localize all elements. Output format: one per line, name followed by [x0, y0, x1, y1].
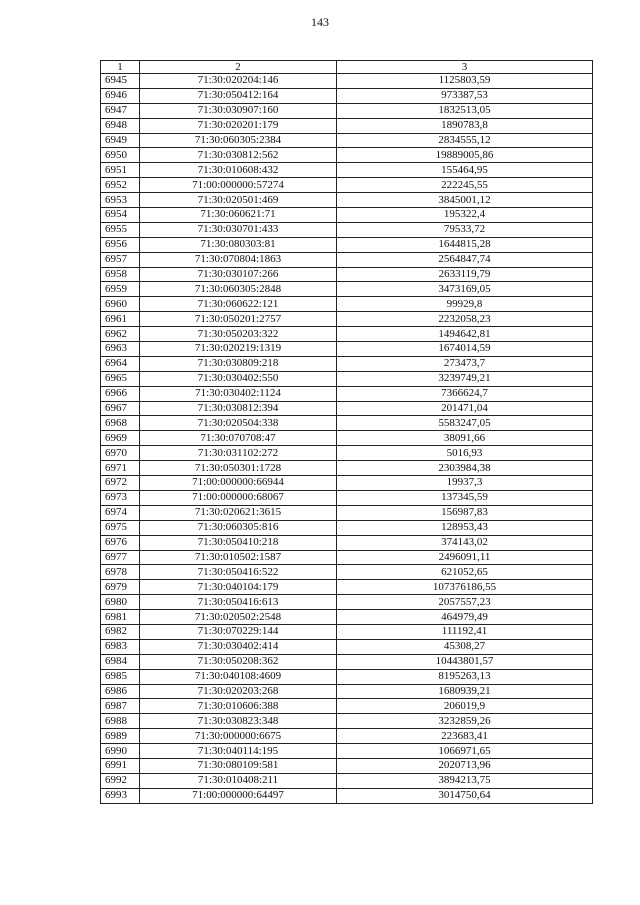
cadastral-number: 71:30:060622:121	[140, 297, 337, 312]
cadastral-number: 71:30:030809:218	[140, 356, 337, 371]
cadastral-number: 71:30:050201:2757	[140, 312, 337, 327]
cadastral-value: 128953,43	[337, 520, 593, 535]
table-row	[101, 773, 593, 788]
cadastral-number: 71:30:050203:322	[140, 327, 337, 342]
table-row	[101, 386, 593, 401]
table-row	[101, 74, 593, 89]
row-number: 6952	[101, 178, 140, 193]
row-number: 6978	[101, 565, 140, 580]
row-number: 6990	[101, 744, 140, 759]
table-body	[101, 74, 593, 804]
cadastral-number: 71:00:000000:57274	[140, 178, 337, 193]
cadastral-value: 2633119,79	[337, 267, 593, 282]
row-number: 6989	[101, 729, 140, 744]
table-row	[101, 490, 593, 505]
row-number: 6968	[101, 416, 140, 431]
table-row	[101, 461, 593, 476]
cadastral-number: 71:30:060621:71	[140, 208, 337, 223]
row-number: 6963	[101, 342, 140, 357]
row-number: 6971	[101, 461, 140, 476]
cadastral-value: 2057557,23	[337, 595, 593, 610]
cadastral-value: 155464,95	[337, 163, 593, 178]
cadastral-value: 45308,27	[337, 639, 593, 654]
cadastral-value: 1680939,21	[337, 684, 593, 699]
table-row	[101, 133, 593, 148]
cadastral-number: 71:30:080109:581	[140, 758, 337, 773]
row-number: 6947	[101, 103, 140, 118]
row-number: 6970	[101, 446, 140, 461]
cadastral-value: 156987,83	[337, 505, 593, 520]
row-number: 6948	[101, 118, 140, 133]
table-row	[101, 476, 593, 491]
row-number: 6988	[101, 714, 140, 729]
header-row	[101, 61, 593, 74]
cadastral-value: 464979,49	[337, 610, 593, 625]
table-row	[101, 103, 593, 118]
cadastral-number: 71:30:020502:2548	[140, 610, 337, 625]
cadastral-number: 71:30:060305:816	[140, 520, 337, 535]
cadastral-value: 3232859,26	[337, 714, 593, 729]
cadastral-number: 71:00:000000:66944	[140, 476, 337, 491]
row-number: 6974	[101, 505, 140, 520]
table-row	[101, 729, 593, 744]
cadastral-value: 2834555,12	[337, 133, 593, 148]
table-row	[101, 208, 593, 223]
cadastral-value: 19937,3	[337, 476, 593, 491]
cadastral-value: 107376186,55	[337, 580, 593, 595]
table-row	[101, 342, 593, 357]
cadastral-value: 2303984,38	[337, 461, 593, 476]
cadastral-number: 71:30:060305:2848	[140, 282, 337, 297]
table-row	[101, 327, 593, 342]
table-row	[101, 744, 593, 759]
cadastral-number: 71:30:020201:179	[140, 118, 337, 133]
row-number: 6969	[101, 431, 140, 446]
cadastral-value: 7366624,7	[337, 386, 593, 401]
table-row	[101, 535, 593, 550]
row-number: 6972	[101, 476, 140, 491]
cadastral-value: 19889005,86	[337, 148, 593, 163]
cadastral-value: 222245,55	[337, 178, 593, 193]
cadastral-number: 71:30:070804:1863	[140, 252, 337, 267]
cadastral-number: 71:30:030402:414	[140, 639, 337, 654]
row-number: 6976	[101, 535, 140, 550]
cadastral-value: 195322,4	[337, 208, 593, 223]
cadastral-value: 3239749,21	[337, 371, 593, 386]
cadastral-number: 71:30:050208:362	[140, 654, 337, 669]
table-row	[101, 550, 593, 565]
cadastral-value: 1125803,59	[337, 74, 593, 89]
row-number: 6975	[101, 520, 140, 535]
table-row	[101, 222, 593, 237]
row-number: 6957	[101, 252, 140, 267]
cadastral-number: 71:30:010502:1587	[140, 550, 337, 565]
table-header	[101, 61, 593, 74]
cadastral-number: 71:30:050412:164	[140, 88, 337, 103]
cadastral-value: 1832513,05	[337, 103, 593, 118]
cadastral-value: 99929,8	[337, 297, 593, 312]
table-row	[101, 148, 593, 163]
row-number: 6993	[101, 788, 140, 803]
cadastral-value: 223683,41	[337, 729, 593, 744]
row-number: 6967	[101, 401, 140, 416]
row-number: 6958	[101, 267, 140, 282]
row-number: 6946	[101, 88, 140, 103]
cadastral-number: 71:30:040114:195	[140, 744, 337, 759]
cadastral-number: 71:30:010608:432	[140, 163, 337, 178]
table-row	[101, 282, 593, 297]
cadastral-number: 71:30:030107:266	[140, 267, 337, 282]
table-row	[101, 505, 593, 520]
cadastral-value: 5016,93	[337, 446, 593, 461]
cadastral-value: 621052,65	[337, 565, 593, 580]
table-row	[101, 565, 593, 580]
cadastral-value: 973387,53	[337, 88, 593, 103]
cadastral-number: 71:30:020621:3615	[140, 505, 337, 520]
cadastral-number: 71:30:050301:1728	[140, 461, 337, 476]
row-number: 6945	[101, 74, 140, 89]
row-number: 6966	[101, 386, 140, 401]
row-number: 6982	[101, 624, 140, 639]
table-row	[101, 684, 593, 699]
table-row	[101, 267, 593, 282]
column-header-3: 3	[337, 61, 593, 74]
cadastral-value: 201471,04	[337, 401, 593, 416]
table-row	[101, 178, 593, 193]
row-number: 6977	[101, 550, 140, 565]
cadastral-value: 2232058,23	[337, 312, 593, 327]
cadastral-number: 71:30:070708:47	[140, 431, 337, 446]
cadastral-value: 79533,72	[337, 222, 593, 237]
table-row	[101, 252, 593, 267]
cadastral-value: 1890783,8	[337, 118, 593, 133]
cadastral-value: 5583247,05	[337, 416, 593, 431]
table-row	[101, 163, 593, 178]
row-number: 6953	[101, 193, 140, 208]
cadastral-number: 71:30:080303:81	[140, 237, 337, 252]
cadastral-value: 3473169,05	[337, 282, 593, 297]
row-number: 6984	[101, 654, 140, 669]
cadastral-number: 71:30:020204:146	[140, 74, 337, 89]
cadastral-number: 71:30:030823:348	[140, 714, 337, 729]
table-row	[101, 297, 593, 312]
row-number: 6965	[101, 371, 140, 386]
cadastral-number: 71:00:000000:68067	[140, 490, 337, 505]
cadastral-value: 3894213,75	[337, 773, 593, 788]
cadastral-value: 1644815,28	[337, 237, 593, 252]
row-number: 6992	[101, 773, 140, 788]
row-number: 6954	[101, 208, 140, 223]
row-number: 6979	[101, 580, 140, 595]
table-row	[101, 401, 593, 416]
column-header-1: 1	[101, 61, 140, 74]
table-row	[101, 416, 593, 431]
table-row	[101, 610, 593, 625]
cadastral-value: 3014750,64	[337, 788, 593, 803]
cadastral-number: 71:30:030701:433	[140, 222, 337, 237]
row-number: 6980	[101, 595, 140, 610]
cadastral-value: 137345,59	[337, 490, 593, 505]
column-header-2: 2	[140, 61, 337, 74]
row-number: 6959	[101, 282, 140, 297]
row-number: 6964	[101, 356, 140, 371]
table-row	[101, 699, 593, 714]
table-row	[101, 446, 593, 461]
cadastral-number: 71:30:010606:388	[140, 699, 337, 714]
cadastral-value: 3845001,12	[337, 193, 593, 208]
cadastral-number: 71:30:060305:2384	[140, 133, 337, 148]
cadastral-number: 71:30:030812:562	[140, 148, 337, 163]
cadastral-number: 71:30:040104:179	[140, 580, 337, 595]
row-number: 6981	[101, 610, 140, 625]
row-number: 6956	[101, 237, 140, 252]
cadastral-value: 8195263,13	[337, 669, 593, 684]
row-number: 6991	[101, 758, 140, 773]
table-row	[101, 312, 593, 327]
cadastral-number: 71:30:040108:4609	[140, 669, 337, 684]
cadastral-number: 71:30:030402:1124	[140, 386, 337, 401]
page-number: 143	[311, 15, 329, 29]
cadastral-number: 71:30:020501:469	[140, 193, 337, 208]
cadastral-number: 71:00:000000:64497	[140, 788, 337, 803]
cadastral-value: 111192,41	[337, 624, 593, 639]
table-row	[101, 118, 593, 133]
table-row	[101, 595, 593, 610]
row-number: 6962	[101, 327, 140, 342]
cadastral-value: 273473,7	[337, 356, 593, 371]
row-number: 6973	[101, 490, 140, 505]
table-row	[101, 669, 593, 684]
row-number: 6951	[101, 163, 140, 178]
row-number: 6950	[101, 148, 140, 163]
cadastral-number: 71:30:020219:1319	[140, 342, 337, 357]
table-row	[101, 788, 593, 803]
cadastral-value: 1494642,81	[337, 327, 593, 342]
cadastral-value: 1674014,59	[337, 342, 593, 357]
cadastral-value: 1066971,65	[337, 744, 593, 759]
cadastral-value: 2564847,74	[337, 252, 593, 267]
row-number: 6986	[101, 684, 140, 699]
cadastral-number: 71:30:030402:550	[140, 371, 337, 386]
row-number: 6955	[101, 222, 140, 237]
table-row	[101, 431, 593, 446]
row-number: 6949	[101, 133, 140, 148]
cadastral-value: 206019,9	[337, 699, 593, 714]
row-number: 6985	[101, 669, 140, 684]
cadastral-number: 71:30:031102:272	[140, 446, 337, 461]
cadastral-number: 71:30:020504:338	[140, 416, 337, 431]
table-row	[101, 193, 593, 208]
cadastral-value: 10443801,57	[337, 654, 593, 669]
cadastral-value-table	[100, 60, 593, 804]
table-row	[101, 639, 593, 654]
table-row	[101, 580, 593, 595]
table-row	[101, 356, 593, 371]
table-row	[101, 237, 593, 252]
cadastral-number: 71:30:050410:218	[140, 535, 337, 550]
cadastral-value: 2020713,96	[337, 758, 593, 773]
cadastral-number: 71:30:050416:522	[140, 565, 337, 580]
cadastral-number: 71:30:030907:160	[140, 103, 337, 118]
table-row	[101, 758, 593, 773]
table-row	[101, 654, 593, 669]
row-number: 6960	[101, 297, 140, 312]
cadastral-number: 71:30:050416:613	[140, 595, 337, 610]
row-number: 6987	[101, 699, 140, 714]
table-row	[101, 371, 593, 386]
row-number: 6961	[101, 312, 140, 327]
table-row	[101, 88, 593, 103]
cadastral-value: 2496091,11	[337, 550, 593, 565]
cadastral-number: 71:30:030812:394	[140, 401, 337, 416]
table-row	[101, 714, 593, 729]
cadastral-number: 71:30:020203:268	[140, 684, 337, 699]
table-row	[101, 520, 593, 535]
cadastral-value: 374143,02	[337, 535, 593, 550]
cadastral-number: 71:30:010408:211	[140, 773, 337, 788]
cadastral-number: 71:30:000000:6675	[140, 729, 337, 744]
cadastral-value: 38091,66	[337, 431, 593, 446]
table-row	[101, 624, 593, 639]
cadastral-number: 71:30:070229:144	[140, 624, 337, 639]
row-number: 6983	[101, 639, 140, 654]
